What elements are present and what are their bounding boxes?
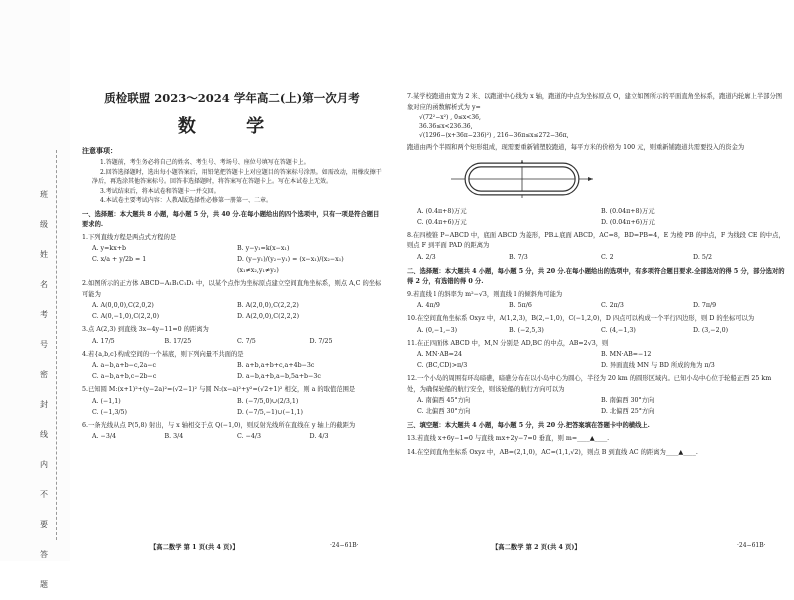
question-6-options (82, 431, 382, 442)
option-d: D. 7/25 (309, 337, 333, 345)
question-5: 5.已知圆 M:(x+1)²+(y−2a)²=(√2−1)² 与圆 N:(x−a)²+y²=(√2+1)² 相交，则 a 的取值范围是 (82, 386, 356, 393)
question-7-continued: 跑道由两个半圆和两个矩形组成，现需要重新铺塑胶跑道，每平方米的价格为 100 元，则重新铺跑道共需要投入的资金为 (407, 144, 745, 151)
question-9: 9.若直线 l 的斜率为 m²−√3，则直线 l 的倾斜角可能为 (407, 290, 563, 298)
piecewise-line-1: √(72²−x²) , 0≤x<36, (419, 114, 481, 121)
option-d: D. 北偏西 25°方向 (601, 408, 655, 415)
option-c: C. (0.4π+6)万元 (417, 218, 467, 226)
question-4-options (82, 360, 382, 382)
option-b: B. MN·AB=−12 (601, 351, 652, 358)
option-d: D. (−7/5,−1)∪(−1,1) (237, 408, 303, 416)
option-a: A. 4π/9 (417, 302, 440, 309)
exam-header: 质检联盟 2023～2024 学年高二(上)第一次月考 (104, 91, 360, 105)
question-1-options (82, 243, 382, 276)
question-1: 1.下列直线方程是两点式方程的是 (82, 233, 177, 241)
option-b: B. a+b,a+b+c,a+4b−3c (237, 362, 315, 369)
page-2-content (407, 0, 785, 458)
option-c: C. (−1,3/5) (92, 408, 127, 416)
option-b: B. 5π/6 (509, 302, 532, 309)
option-b: B. A(2,0,0),C(2,2,2) (237, 302, 299, 309)
option-a: A. (0.4π+8)万元 (417, 207, 467, 215)
exam-page-2 (397, 0, 794, 561)
paper-code: ·24−61B· (330, 542, 359, 549)
option-d: D. 4/3 (309, 433, 329, 440)
question-7-options (407, 206, 785, 228)
question-13: 13.若直线 x+6y−1=0 与直线 mx+2y−7=0 垂直，则 m=____▲____. (407, 435, 610, 442)
notice-title: 注意事项： (82, 146, 117, 155)
option-d: D. 异面直线 MN 与 BD 所成的角为 π/3 (601, 362, 715, 369)
question-3-options (82, 336, 382, 347)
option-d: D. 7π/9 (693, 302, 717, 309)
option-d: D. a−b,a+b,a−b,5a+b−3c (237, 373, 321, 380)
question-8: 8.在四棱锥 P−ABCD 中，底面 ABCD 为菱形，PB⊥底面 ABCD，AC=8，BD=PB=4，E 为棱 PB 的中点，F 为线段 CE 的中点，则点 F 到平面 PAD 的距离为 (407, 231, 785, 249)
notice-item-1: 1.答题前，考生务必将自己的姓名、考生号、考场号、座位号填写在答题卡上。 (100, 159, 310, 166)
option-c: C. A(0,−1,0),C(2,2,0) (92, 313, 160, 320)
question-9-options (407, 300, 785, 311)
section-3-heading: 三、填空题：本大题共 4 小题，每小题 5 分，共 20 分.把答案填在答题卡中的横线上. (407, 422, 650, 429)
option-b: B. (−7/5,0)∪(2/3,1) (237, 397, 299, 405)
option-a: A. 17/5 (92, 337, 115, 345)
option-c: C. 2 (601, 253, 614, 261)
question-8-options (407, 252, 785, 263)
option-a: A. a−b,a+b−c,2a−c (92, 362, 157, 369)
option-d: D. A(2,0,0),C(2,2,2) (237, 313, 300, 320)
question-2: 2.如图所示的正方体 ABCD−A₁B₁C₁D₁ 中，以某个点作为坐标原点建立空间直角坐标系，则点 A,C 的坐标可能为 (82, 280, 382, 298)
option-b: B. 17/25 (164, 337, 192, 345)
option-a: A. −3/4 (92, 433, 116, 440)
option-a: A. A(0,0,0),C(2,0,2) (92, 302, 154, 309)
option-b: B. 南偏西 30°方向 (601, 397, 655, 404)
racetrack-diagram (447, 158, 597, 200)
option-a: A. y=kx+b (92, 245, 127, 252)
option-c: C. (4,−1,3) (601, 326, 636, 334)
section-1-heading: 一、选择题：本大题共 8 小题，每小题 5 分，共 40 分.在每小题给出的四个选项中，只有一项是符合题目要求的. (82, 210, 380, 228)
paper-code: ·24−61B· (737, 542, 766, 549)
option-a: A. (−1,1) (92, 397, 121, 405)
option-a: A. 南偏西 45°方向 (417, 397, 471, 404)
question-11-options (407, 349, 785, 371)
option-a: A. (0,−1,−3) (417, 326, 458, 334)
notice-item-4: 4.本试卷主要考试内容：人教A版选择性必修第一册第一、二章。 (100, 197, 273, 204)
option-a: A. MN·AB=24 (417, 351, 462, 358)
question-3: 3.点 A(2,3) 到直线 3x−4y−11=0 的距离为 (82, 326, 209, 333)
question-7: 7.某学校跑道由宽为 2 米、以跑道中心线为 x 轴，跑道的中点为坐标原点 O，建立如图所示的平面直角坐标系，跑道内轮廓上半部分图象对应的函数解析式为 y= (407, 93, 783, 111)
notice-item-2: 2.回答选择题时，选出每小题答案后，用铅笔把答题卡上对应题目的答案标号涂黑。如需改动，用橡皮擦干净后，再选涂其他答案标号。回答非选择题时，将答案写在答题卡上。写在本试卷上无效。 (92, 168, 382, 185)
page-footer: 【高二数学 第 1 页(共 4 页)】 (150, 544, 239, 551)
question-2-options (82, 300, 382, 322)
question-11: 11.在正四面体 ABCD 中，M,N 分别是 AD,BC 的中点，AB=2√3，则 (407, 339, 609, 347)
piecewise-line-3: √(1296−(x+36π−236)²) , 216−36π≤x≤272−36π, (419, 132, 569, 139)
option-c: C. a−b,a+b,c−2b−c (92, 373, 157, 380)
notice-item-3: 3.考试结束后，将本试卷和答题卡一并交回。 (100, 187, 220, 195)
page-footer: 【高二数学 第 2 页(共 4 页)】 (492, 544, 581, 551)
option-b: B. 7/3 (509, 253, 528, 261)
option-d: D. 5/2 (693, 253, 712, 261)
exam-page-1 (0, 0, 397, 589)
section-2-heading: 二、选择题：本大题共 4 小题，每小题 5 分，共 20 分.在每小题给出的选项中，有多项符合题目要求.全部选对的得 5 分，部分选对的得 2 分，有选错的得 0 分. (407, 267, 785, 285)
option-d: D. (0.04π+6)万元 (601, 218, 655, 226)
seal-text: 班 级 姓 名 考 号 密 封 线 内 不 要 答 题 (40, 190, 51, 589)
question-4: 4.若{a,b,c}构成空间的一个基底，则下列向量不共面的是 (82, 350, 244, 358)
question-14: 14.在空间直角坐标系 Oxyz 中，AB=(2,1,0)，AC=(1,1,√2)，则点 B 到直线 AC 的距离为____▲____. (407, 448, 698, 456)
option-c: C. x/a + y/2b = 1 (92, 256, 147, 263)
x-axis-arrow (588, 177, 593, 181)
option-c: C. 2π/3 (601, 302, 624, 309)
option-a: A. 2/3 (417, 253, 436, 261)
seal-dashed-line (56, 150, 57, 540)
question-12-options (407, 395, 785, 417)
option-c: C. 北偏西 30°方向 (417, 408, 471, 415)
option-b: B. y−y₁=k(x−x₁) (237, 245, 290, 252)
question-10-options (407, 325, 785, 336)
page-1-content (82, 0, 382, 442)
question-5-options (82, 396, 382, 418)
question-12: 12.一个小岛的周围有环岛暗礁，暗礁分布在以小岛中心为圆心，半径为 20 km 的圆形区域内。已知小岛中心位于轮船正西 25 km 处，为确保轮船的航行安全，则该轮船的航行方向可以为 (407, 375, 772, 393)
question-6: 6.一条光线从点 P(5,8) 射出，与 x 轴相交于点 Q(−1,0)，则反射光线所在直线在 y 轴上的截距为 (82, 421, 356, 429)
option-b: B. 3/4 (164, 433, 184, 440)
binding-gutter (0, 0, 70, 561)
question-10: 10.在空间直角坐标系 Oxyz 中，A(1,2,3)，B(2,−1,0)，C(−1,2,0)，D 四点可以构成一个平行四边形，则 D 的坐标可以为 (407, 315, 755, 322)
track-figure (447, 158, 785, 204)
option-d: D. (y−y₁)/(y₂−y₁) = (x−x₁)/(x₂−x₁) (x₁≠x₂,y₁≠y₂) (237, 256, 344, 274)
option-c: C. ⟨BC,CD⟩>π/3 (417, 362, 468, 369)
option-d: D. (3,−2,0) (693, 326, 729, 334)
option-b: B. (0.04π+8)万元 (601, 207, 655, 215)
option-c: C. −4/3 (237, 433, 262, 440)
option-b: B. (−2,5,3) (509, 326, 544, 334)
piecewise-line-2: 36.36≤x<236.36, (419, 123, 473, 130)
option-c: C. 7/5 (237, 337, 256, 345)
subject-title: 数 学 (177, 116, 287, 137)
